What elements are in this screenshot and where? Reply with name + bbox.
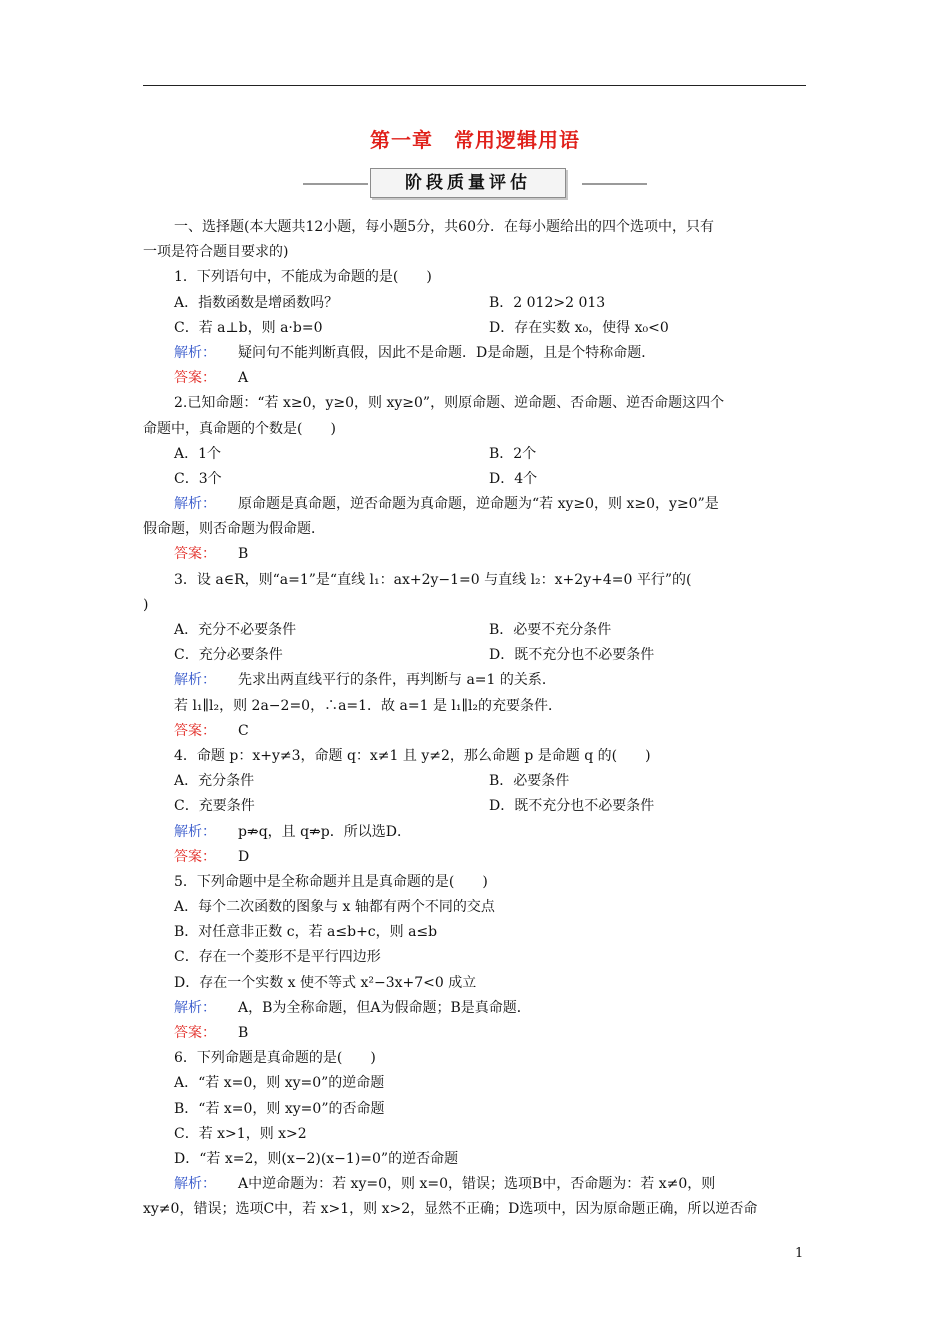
analysis-text: 疑问句不能判断真假，因此不是命题．D是命题，且是个特称命题． xyxy=(238,344,656,361)
question-2-options-row-2 xyxy=(143,467,806,492)
option-d: D．存在一个实数 x 使不等式 x²−3x+7<0 成立 xyxy=(174,974,477,991)
banner-left-line xyxy=(303,183,368,185)
section-intro-line-1: 一、选择题(本大题共12小题，每小题5分，共60分．在每小题给出的四个选项中，只有 xyxy=(174,219,714,235)
chapter-title xyxy=(0,124,950,153)
answer-value: D xyxy=(238,848,250,865)
question-2-answer xyxy=(143,542,806,567)
analysis-label: 解析： xyxy=(174,496,216,513)
option-c: C．存在一个菱形不是平行四边形 xyxy=(174,949,381,966)
option-b: B．必要不充分条件 xyxy=(489,622,612,638)
option-a: A．充分不必要条件 xyxy=(174,622,297,638)
option-a: A．“若 x=0，则 xy=0”的逆命题 xyxy=(174,1075,385,1092)
question-6-analysis-line-1 xyxy=(143,1172,806,1197)
option-d: D．既不充分也不必要条件 xyxy=(489,647,655,664)
question-1-stem: 1．下列语句中，不能成为命题的是( ) xyxy=(174,269,432,286)
option-a: A．1个 xyxy=(174,445,222,462)
analysis-label: 解析： xyxy=(174,344,216,361)
answer-label: 答案： xyxy=(174,1025,216,1041)
option-c: C．若 x>1，则 x>2 xyxy=(174,1125,307,1142)
analysis-text: A，B为全称命题，但A为假命题；B是真命题． xyxy=(238,999,531,1016)
option-d: D．存在实数 x₀，使得 x₀<0 xyxy=(489,319,669,336)
question-2-analysis-line-2: 假命题，则否命题为假命题． xyxy=(143,521,325,538)
option-b: B．对任意非正数 c，若 a≤b+c，则 a≤b xyxy=(174,924,438,941)
question-2-analysis-line-1 xyxy=(143,492,806,517)
option-c: C．3个 xyxy=(174,470,222,487)
option-b: B．必要条件 xyxy=(489,773,570,790)
banner-label: 阶段质量评估 xyxy=(370,168,566,198)
question-6-analysis-line-2: xy≠0，错误；选项C中，若 x>1，则 x>2，显然不正确；D选项中，因为原命题正确，所以逆否命 xyxy=(143,1201,758,1218)
question-3-stem-line-1: 3．设 a∈R，则“a=1”是“直线 l₁：ax+2y−1=0 与直线 l₂：x+2y+4=0 平行”的( xyxy=(174,571,692,588)
analysis-text: A中逆命题为：若 xy=0，则 x=0，错误；选项B中，否命题为：若 x≠0，则 xyxy=(238,1176,716,1193)
question-5-stem: 5．下列命题中是全称命题并且是真命题的是( ) xyxy=(174,873,488,890)
option-b: B．2个 xyxy=(489,445,537,462)
option-a: A．每个二次函数的图象与 x 轴都有两个不同的交点 xyxy=(174,899,495,916)
question-3-options-row-1 xyxy=(143,618,806,643)
answer-label: 答案： xyxy=(174,370,216,387)
answer-value: B xyxy=(238,546,249,563)
question-2-stem-line-1: 2.已知命题：“若 x≥0，y≥0，则 xy≥0”，则原命题、逆命题、否命题、逆否命题这四个 xyxy=(174,395,725,412)
question-3-answer xyxy=(143,719,806,744)
section-intro-line-2: 一项是符合题目要求的) xyxy=(143,244,289,261)
question-3-options-row-2 xyxy=(143,643,806,668)
option-d: D．4个 xyxy=(489,470,538,487)
option-b: B．2 012>2 013 xyxy=(489,294,606,311)
question-1-options-row-2 xyxy=(143,316,806,341)
answer-value: A xyxy=(238,370,249,387)
section-banner xyxy=(330,168,620,196)
question-2-options-row-1 xyxy=(143,442,806,467)
question-4-options-row-2 xyxy=(143,794,806,819)
question-5-answer xyxy=(143,1021,806,1046)
page-number: 1 xyxy=(795,1246,804,1261)
option-d: D．“若 x=2，则(x−2)(x−1)=0”的逆否命题 xyxy=(174,1150,459,1167)
analysis-label: 解析： xyxy=(174,672,216,689)
option-d: D．既不充分也不必要条件 xyxy=(489,798,655,815)
question-4-stem: 4．命题 p：x+y≠3，命题 q：x≠1 且 y≠2，那么命题 p 是命题 q 的( ) xyxy=(174,747,651,764)
question-4-answer xyxy=(143,845,806,870)
option-c: C．若 a⊥b，则 a·b=0 xyxy=(174,319,323,336)
analysis-label: 解析： xyxy=(174,999,216,1016)
question-1-analysis xyxy=(143,341,806,366)
question-3-analysis-line-2: 若 l₁∥l₂，则 2a−2=0，∴a=1．故 a=1 是 l₁∥l₂的充要条件． xyxy=(174,697,563,714)
analysis-label: 解析： xyxy=(174,823,216,840)
question-3-analysis-line-1 xyxy=(143,668,806,693)
question-4-analysis xyxy=(143,820,806,845)
analysis-text: p⇏q，且 q⇏p．所以选D． xyxy=(238,823,411,840)
option-b: B．“若 x=0，则 xy=0”的否命题 xyxy=(174,1100,385,1117)
document-body xyxy=(143,215,806,1223)
option-a: A．充分条件 xyxy=(174,773,255,790)
analysis-text: 原命题是真命题，逆否命题为真命题，逆命题为“若 xy≥0，则 x≥0，y≥0”是 xyxy=(238,496,719,513)
question-4-options-row-1 xyxy=(143,769,806,794)
option-c: C．充分必要条件 xyxy=(174,647,283,664)
question-3-stem-line-2: ) xyxy=(143,596,149,613)
answer-value: B xyxy=(238,1025,249,1041)
question-1-answer xyxy=(143,366,806,391)
answer-label: 答案： xyxy=(174,722,216,739)
answer-label: 答案： xyxy=(174,848,216,865)
banner-right-line xyxy=(582,183,647,185)
answer-label: 答案： xyxy=(174,546,216,563)
analysis-text: 先求出两直线平行的条件，再判断与 a=1 的关系． xyxy=(238,672,556,689)
question-1-options-row-1 xyxy=(143,291,806,316)
answer-value: C xyxy=(238,722,249,739)
chapter-title-text: 第一章 常用逻辑用语 xyxy=(370,128,580,152)
option-a: A．指数函数是增函数吗？ xyxy=(174,294,339,311)
header-rule xyxy=(143,85,806,86)
analysis-label: 解析： xyxy=(174,1176,216,1193)
question-6-stem: 6．下列命题是真命题的是( ) xyxy=(174,1050,376,1067)
question-2-stem-line-2: 命题中，真命题的个数是( ) xyxy=(143,420,336,437)
question-5-analysis xyxy=(143,996,806,1021)
option-c: C．充要条件 xyxy=(174,798,255,815)
